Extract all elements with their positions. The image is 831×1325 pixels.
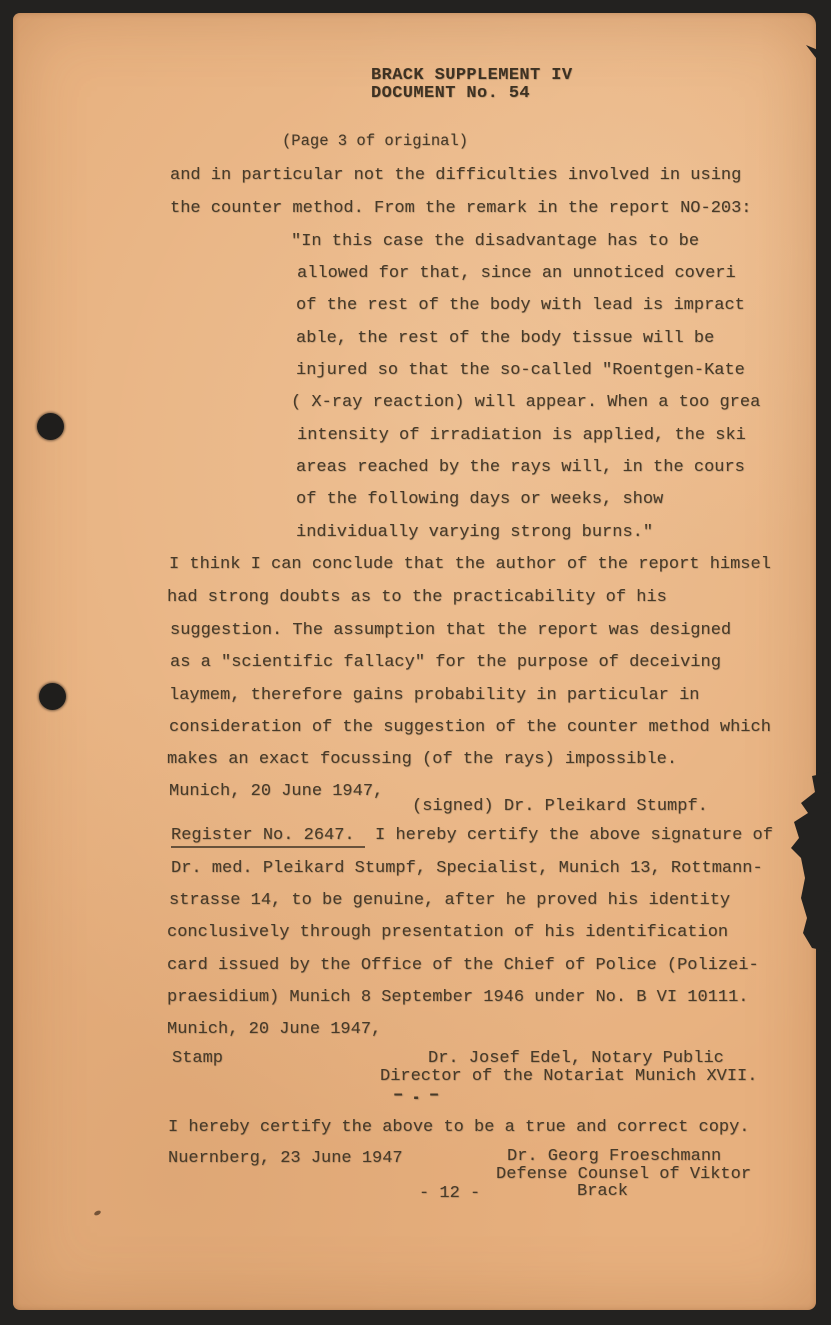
- certify-line: card issued by the Office of the Chief of Police (Polizei-: [167, 956, 759, 975]
- true-copy-line: I hereby certify the above to be a true and correct copy.: [168, 1118, 750, 1137]
- paper-notch: [800, 42, 820, 62]
- page-note: (Page 3 of original): [282, 132, 469, 150]
- quote-line: injured so that the so-called "Roentgen-Kate: [296, 361, 745, 380]
- notary-name-line: Dr. Josef Edel, Notary Public: [428, 1049, 724, 1068]
- certify-line: praesidium) Munich 8 September 1946 under No. B VI 10111.: [167, 988, 749, 1007]
- intro-line: the counter method. From the remark in the report NO-203:: [170, 199, 752, 218]
- stamp-label: Stamp: [172, 1049, 224, 1068]
- footer-date-line: Nuernberg, 23 June 1947: [168, 1149, 403, 1168]
- register-line: [171, 826, 773, 846]
- punch-hole-top: [37, 413, 64, 440]
- body-line: I think I can conclude that the author of the report himsel: [169, 555, 771, 574]
- quote-line: individually varying strong burns.": [296, 523, 654, 542]
- doc-number-line: DOCUMENT No. 54: [371, 84, 531, 103]
- body-line: had strong doubts as to the practicability of his: [167, 588, 667, 607]
- counsel-role-line: Defense Counsel of Viktor: [496, 1165, 752, 1184]
- munich-date-line: Munich, 20 June 1947,: [169, 782, 384, 801]
- page-number: - 12 -: [419, 1184, 481, 1203]
- quote-line: of the rest of the body with lead is impract: [296, 296, 745, 315]
- body-line: makes an exact focussing (of the rays) impossible.: [167, 750, 678, 769]
- signed-line: (signed) Dr. Pleikard Stumpf.: [412, 797, 708, 816]
- body-line: suggestion. The assumption that the report was designed: [170, 621, 732, 640]
- notary-title-line: Director of the Notariat Munich XVII.: [380, 1067, 758, 1086]
- quote-line: "In this case the disadvantage has to be: [291, 232, 700, 251]
- intro-line: and in particular not the difficulties involved in using: [170, 166, 742, 185]
- doc-supplement-title: BRACK SUPPLEMENT IV: [371, 66, 573, 85]
- certify-line: strasse 14, to be genuine, after he proved his identity: [169, 891, 731, 910]
- quote-line: of the following days or weeks, show: [296, 490, 664, 509]
- certify-line: conclusively through presentation of his identification: [167, 923, 729, 942]
- punch-hole-bottom: [39, 683, 66, 710]
- paper-tear: [783, 765, 831, 960]
- quote-line: areas reached by the rays will, in the cours: [296, 458, 745, 477]
- counsel-client-line: Brack: [577, 1182, 629, 1201]
- quote-line: intensity of irradiation is applied, the ski: [297, 426, 746, 445]
- register-rest: I hereby certify the above signature of: [364, 826, 773, 845]
- certify-line: Dr. med. Pleikard Stumpf, Specialist, Munich 13, Rottmann-: [171, 859, 763, 878]
- quote-line: able, the rest of the body tissue will be: [296, 329, 715, 348]
- body-line: as a "scientific fallacy" for the purpose of deceiving: [170, 653, 721, 672]
- body-line: laymem, therefore gains probability in particular in: [169, 686, 700, 705]
- body-line: consideration of the suggestion of the counter method which: [169, 718, 771, 737]
- register-number: Register No. 2647.: [171, 826, 365, 848]
- section-divider: -.-: [390, 1086, 444, 1105]
- quote-line: ( X-ray reaction) will appear. When a too grea: [291, 393, 761, 412]
- quote-line: allowed for that, since an unnoticed coveri: [297, 264, 736, 283]
- counsel-name-line: Dr. Georg Froeschmann: [507, 1147, 722, 1166]
- certify-line: Munich, 20 June 1947,: [167, 1020, 382, 1039]
